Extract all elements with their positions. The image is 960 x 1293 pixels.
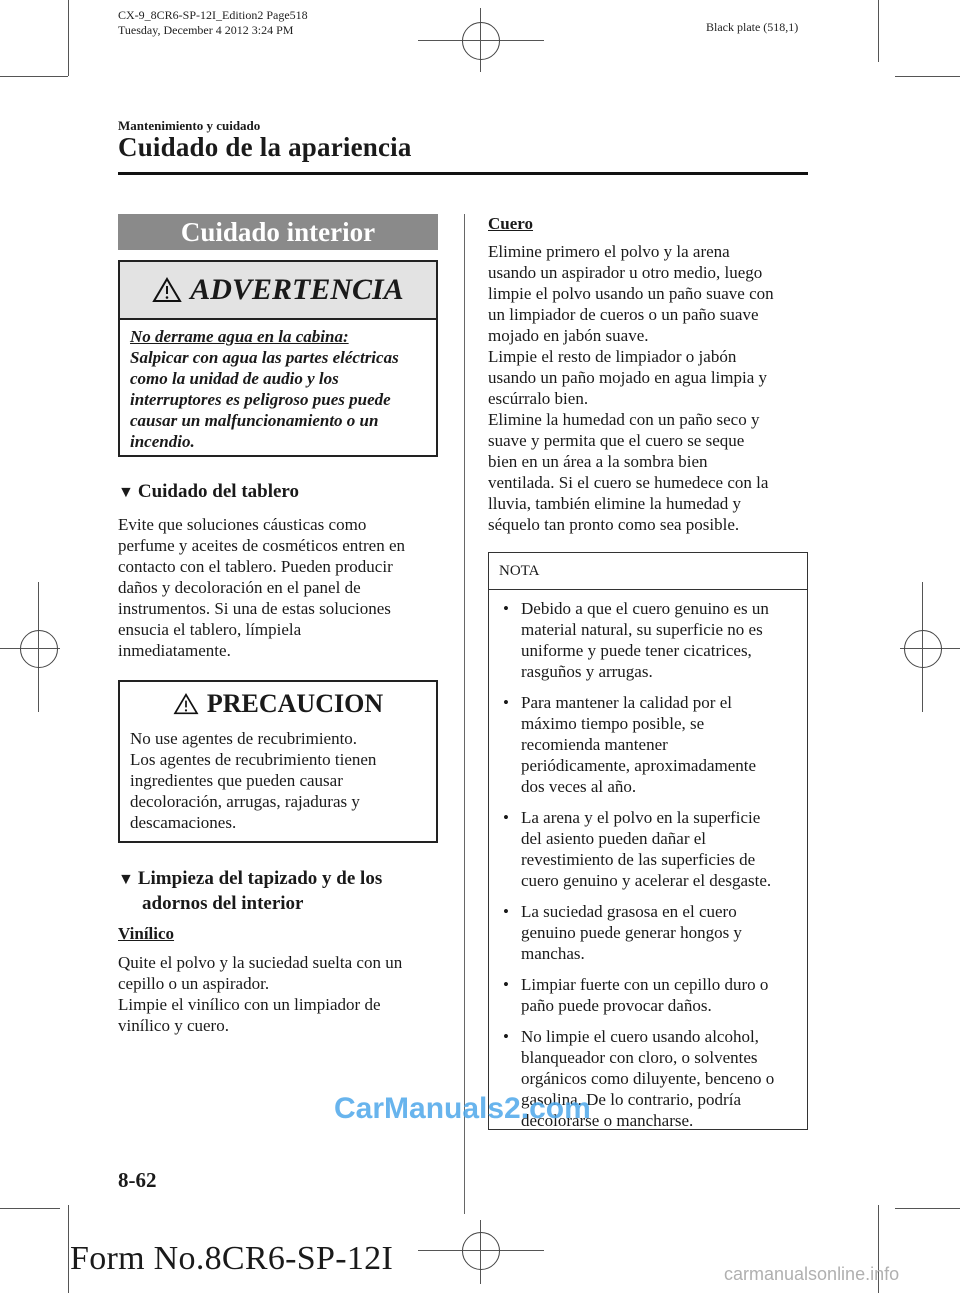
text-line: Evite que soluciones cáusticas como <box>118 515 367 534</box>
site-watermark: carmanualsonline.info <box>724 1264 900 1284</box>
text-line: contacto con el tablero. Pueden producir <box>118 557 393 576</box>
registration-mark <box>20 630 58 668</box>
list-item <box>503 807 797 891</box>
crop-mark <box>895 1208 960 1209</box>
list-item <box>503 901 797 964</box>
list-item-line: periódicamente, aproximadamente <box>521 756 757 775</box>
list-item-line: blanqueador con cloro, o solventes <box>521 1048 758 1067</box>
upholstery-heading-text: Limpieza del tapizado y de los <box>137 868 383 889</box>
list-item <box>503 974 797 1016</box>
crop-mark <box>895 76 960 77</box>
text-line: Quite el polvo y la suciedad suelta con un <box>118 953 403 972</box>
list-item-line: máximo tiempo posible, se <box>521 714 705 733</box>
text-line: mojado en jabón suave. <box>488 326 649 345</box>
text-line: lluvia, también elimine la humedad y <box>488 494 742 513</box>
list-item-line: rasguños y arrugas. <box>521 662 653 681</box>
bullet-icon: • <box>503 599 509 618</box>
text-line: Limpie el resto de limpiador o jabón <box>488 347 737 366</box>
list-item-line: cuero genuino y acelerar el desgaste. <box>521 871 772 890</box>
text-line: limpie el polvo usando un paño suave con <box>488 284 774 303</box>
file-info-line: CX-9_8CR6-SP-12I_Edition2 Page518 <box>118 8 308 22</box>
vinyl-paragraph <box>118 952 448 1036</box>
text-line: usando un aspirador u otro medio, luego <box>488 263 763 282</box>
file-info <box>118 8 308 38</box>
warning-line: Salpicar con agua las partes eléctricas <box>130 348 399 367</box>
crop-mark <box>878 0 879 62</box>
list-item <box>503 598 797 682</box>
text-line: suave y permita que el cuero se seque <box>488 431 745 450</box>
leather-heading: Cuero <box>488 214 534 233</box>
caution-line: ingredientes que pueden causar <box>130 771 343 790</box>
caution-line: Los agentes de recubrimiento tienen <box>130 750 377 769</box>
caution-line: No use agentes de recubrimiento. <box>130 729 358 748</box>
bullet-icon: • <box>503 902 509 921</box>
text-line: Elimine la humedad con un paño seco y <box>488 410 760 429</box>
list-item <box>503 692 797 797</box>
text-line: ensucia el tablero, límpiela <box>118 620 302 639</box>
text-line: perfume y aceites de cosméticos entren en <box>118 536 405 555</box>
file-info-line: Tuesday, December 4 2012 3:24 PM <box>118 23 294 37</box>
warning-line: causar un malfuncionamiento o un <box>130 411 379 430</box>
crop-mark <box>68 1205 69 1293</box>
warning-line: interruptores es peligroso pues puede <box>130 390 391 409</box>
plate-info: Black plate (518,1) <box>706 20 799 34</box>
registration-mark <box>904 630 942 668</box>
form-number: Form No.8CR6-SP-12I <box>70 1240 394 1277</box>
text-line: vinílico y cuero. <box>118 1016 229 1035</box>
warning-body <box>120 320 436 462</box>
text-line: Elimine primero el polvo y la arena <box>488 242 730 261</box>
text-line: cepillo o un aspirador. <box>118 974 270 993</box>
text-line: daños y decoloración en el panel de <box>118 578 361 597</box>
upholstery-heading <box>118 868 382 915</box>
page-number: 8-62 <box>118 1168 157 1192</box>
vinyl-heading: Vinílico <box>118 924 175 943</box>
text-line: escúrralo bien. <box>488 389 589 408</box>
list-item-line: gasolina. De lo contrario, podría <box>521 1090 741 1109</box>
text-line: ventilada. Si el cuero se humedece con la <box>488 473 769 492</box>
list-item-line: paño puede provocar daños. <box>521 996 712 1015</box>
list-item-line: Para mantener la calidad por el <box>521 693 732 712</box>
registration-mark <box>462 22 500 60</box>
list-item-line: del asiento pueden dañar el <box>521 829 707 848</box>
section-banner: Cuidado interior <box>118 214 438 250</box>
crop-mark <box>68 0 69 76</box>
list-item-line: dos veces al año. <box>521 777 637 796</box>
leather-paragraph <box>488 241 818 535</box>
caution-box <box>118 680 438 843</box>
warning-box <box>118 260 438 457</box>
column-divider <box>464 214 465 1214</box>
caution-header <box>120 682 436 726</box>
text-line: bien en un área a la sombra bien <box>488 452 708 471</box>
text-line: inmediatamente. <box>118 641 231 660</box>
watermark-logo: CarManuals2.com <box>334 1092 591 1125</box>
list-item-line: La suciedad grasosa en el cuero <box>521 902 737 921</box>
warning-line: incendio. <box>130 432 195 451</box>
dash-heading-text: Cuidado del tablero <box>137 481 300 502</box>
bullet-icon: • <box>503 1027 509 1046</box>
note-list <box>489 590 807 1131</box>
triangle-down-icon: ▼ <box>118 484 134 501</box>
list-item-line: genuino puede generar hongos y <box>521 923 742 942</box>
text-line: séquelo tan pronto como sea posible. <box>488 515 740 534</box>
note-box <box>488 552 808 1130</box>
crop-mark <box>0 1208 60 1209</box>
list-item-line: Debido a que el cuero genuino es un <box>521 599 769 618</box>
warning-header <box>120 262 436 320</box>
list-item-line: Limpiar fuerte con un cepillo duro o <box>521 975 769 994</box>
warning-line: como la unidad de audio y los <box>130 369 339 388</box>
bullet-icon: • <box>503 808 509 827</box>
text-line: Limpie el vinílico con un limpiador de <box>118 995 381 1014</box>
list-item-line: material natural, su superficie no es <box>521 620 763 639</box>
bullet-icon: • <box>503 975 509 994</box>
text-line: instrumentos. Si una de estas soluciones <box>118 599 391 618</box>
crop-mark <box>0 76 68 77</box>
list-item-line: No limpie el cuero usando alcohol, <box>521 1027 759 1046</box>
text-line: un limpiador de cueros o un paño suave <box>488 305 759 324</box>
list-item-line: revestimiento de las superficies de <box>521 850 756 869</box>
caution-title: PRECAUCION <box>206 689 384 718</box>
warning-title: ADVERTENCIA <box>190 273 404 306</box>
triangle-down-icon: ▼ <box>118 871 134 888</box>
caution-body <box>120 726 436 843</box>
caution-line: decoloración, arrugas, rajaduras y <box>130 792 360 811</box>
registration-mark <box>462 1232 500 1270</box>
dash-heading <box>118 481 299 504</box>
warning-lead: No derrame agua en la cabina: <box>130 327 349 346</box>
list-item-line: recomienda mantener <box>521 735 668 754</box>
list-item-line: manchas. <box>521 944 585 963</box>
dash-paragraph <box>118 514 448 661</box>
list-item-line: La arena y el polvo en la superficie <box>521 808 761 827</box>
list-item-line: orgánicos como diluyente, benceno o <box>521 1069 775 1088</box>
upholstery-heading-text: adornos del interior <box>142 893 304 914</box>
section-label: Mantenimiento y cuidado <box>118 118 261 133</box>
list-item-line: uniforme y puede tener cicatrices, <box>521 641 752 660</box>
warning-icon <box>173 693 199 715</box>
warning-icon <box>152 277 182 303</box>
caution-line: descamaciones. <box>130 813 237 832</box>
title-rule <box>118 172 808 175</box>
bullet-icon: • <box>503 693 509 712</box>
text-line: usando un paño mojado en agua limpia y <box>488 368 768 387</box>
page-title: Cuidado de la apariencia <box>118 132 412 162</box>
note-title: NOTA <box>489 553 807 590</box>
list-item-line: decolorarse o mancharse. <box>521 1111 694 1130</box>
